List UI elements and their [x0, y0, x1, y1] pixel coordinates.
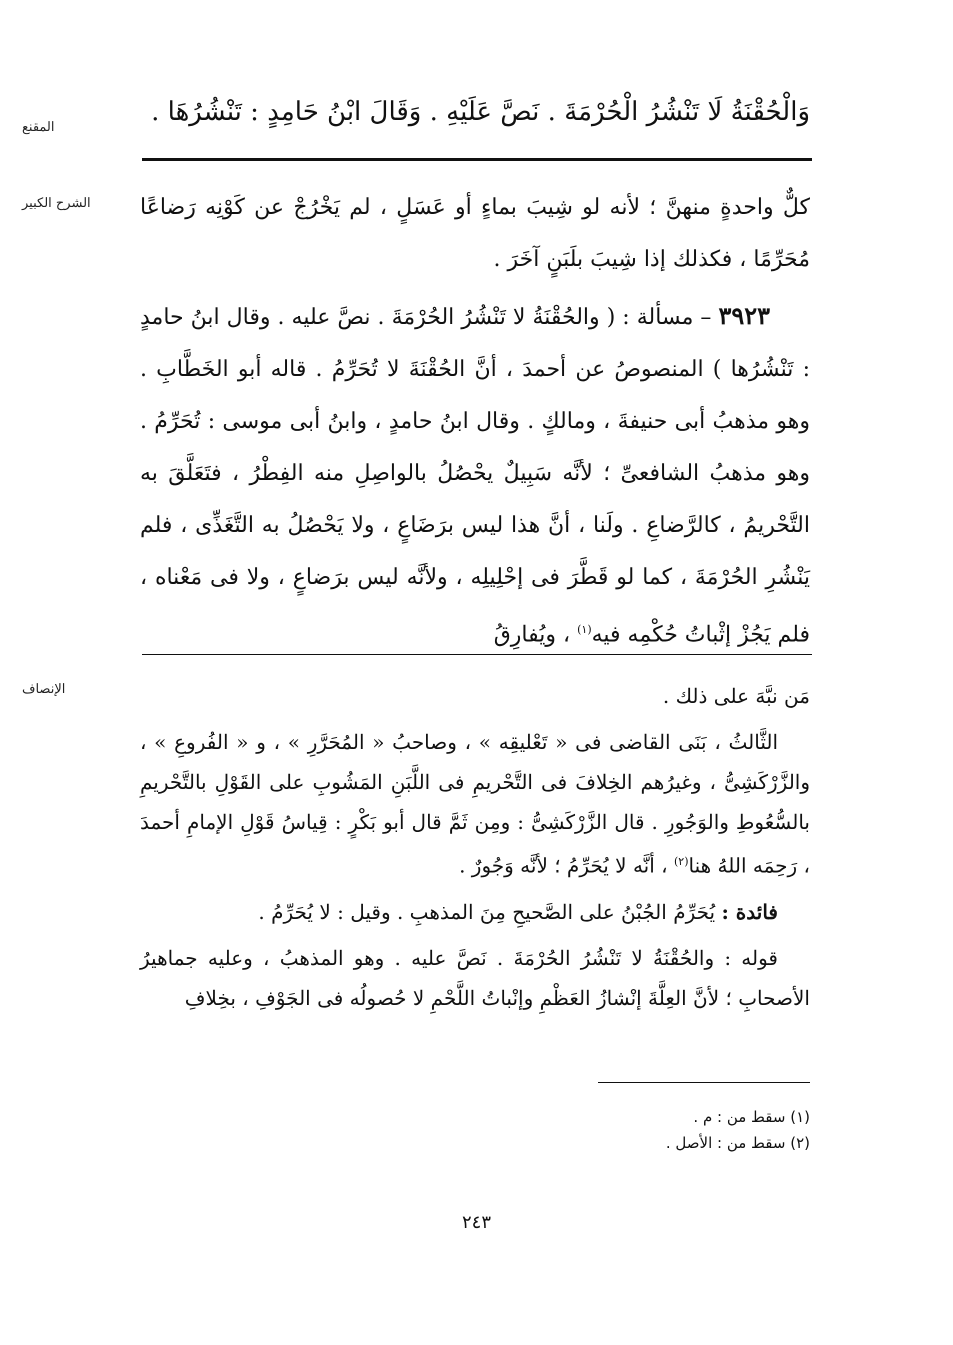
- footnote-2: (٢) سقط من : الأصل .: [665, 1134, 810, 1152]
- sharh-paragraph-1: كلٌّ واحدةٍ منهنَّ ؛ لأنه لو شِيبَ بماءٍ أو عَسَلٍ ، لم يَخْرُجْ عن كَوْنِه رَضاعًا مُحَرِّمًا ، فكذلك إذا شِيبَ بلَبَنٍ آخَرَ .: [140, 195, 810, 272]
- insaf-paragraph-4: قوله : والحُقْنَةُ لا تَنْشُرُ الحُرْمَةَ . نَصَّ عليه . وهو المذهبُ ، وعليه جماهيرُ الأصحابِ ؛ لأنَّ العِلَّةَ إنْشازُ العَظْمِ وإنْباتُ اللَّحْمِ لا حُصولُه فى الجَوْفِ ، بخِلافِ: [140, 945, 810, 1010]
- sharh-section: [140, 182, 810, 661]
- issue-number: ٣٩٢٣: [718, 301, 770, 330]
- insaf-paragraph-2: [140, 722, 810, 886]
- sidebar-label-insaf: الإنصاف: [22, 682, 66, 697]
- insaf-paragraph-2-text: الثَّالثُ ، بَنَى القاضى فى « تَعْليقِه » ، وصاحبُ « المُحَرَّرِ » ، و « الفُروعِ » ، والزَّرْكَشِىُّ ، وغيرُهم الخِلافَ فى التَّحْريمِ فى اللَّبَنِ المَشُوبِ على القَوْلِ بالتَّحْريمِ بالسُّعُوطِ والوَجُورِ . قال الزَّرْكَشِىُّ : ومِن ثَمَّ قال أبو بَكْرٍ : قِياسُ قَوْلِ الإمامِ أحمدَ ، رَحِمَه اللهُ هنا: [140, 730, 810, 878]
- faida-text: يُحَرِّمُ الجُبْنُ على الصَّحيحِ مِنَ المذهبِ . وقيل : لا يُحَرِّمُ .: [258, 899, 716, 924]
- footnote-marker-2: (٢): [673, 855, 689, 868]
- insaf-section: [140, 676, 810, 1024]
- muqni-text: وَالْحُقْنَةُ لَا تَنْشُرُ الْحُرْمَةَ . نَصَّ عَلَيْهِ . وَقَالَ ابْنُ حَامِدٍ : تَنْشُرُهَا .: [151, 97, 810, 127]
- sharh-paragraph-2-tail: ، ويُفارِقُ: [493, 622, 571, 648]
- footnote-marker-1: (١): [577, 623, 592, 636]
- sharh-paragraph-2: [140, 290, 810, 661]
- page-number: ٢٤٣: [461, 1212, 491, 1233]
- sidebar-label-muqni: المقنع: [22, 120, 55, 135]
- faida-label: فائدة :: [721, 899, 778, 924]
- sharh-paragraph-2-text: – مسألة : ( والحُقْنَةُ لا تَنْشُرُ الحُرْمَةَ . نصَّ عليه . وقال ابنُ حامدٍ : تَنْشُرُها ) المنصوصُ عن أحمدَ ، أنَّ الحُقْنَةَ لا تُحَرِّمُ . قاله أبو الخَطَّابِ . وهو مذهبُ أبى حنيفةَ ، ومالكٍ . وقال ابنُ حامدٍ ، وابنُ أبى موسى : تُحَرِّمُ . وهو مذهبُ الشافعىِّ ؛ لأنَّه سَبِيلٌ يحْصُلُ بالواصِلِ منه الفِطْرُ ، فتَعَلَّقَ به التَّحْريمُ ، كالرَّضاعِ . ولَنا ، أنَّ هذا ليس برَضَاعٍ ، ولا يَحْصُلُ به التَّغَذِّى ، فلم يَنْشُرِ الحُرْمَةَ ، كما لو قَطَّرَ فى إحْلِيلِه ، ولأنَّه ليس برَضاعٍ ، ولا فى مَعْناه ، فلم يَجُزْ إثْباتُ حُكْمِه فيه: [140, 305, 810, 648]
- footnote-1: (١) سقط من : م .: [693, 1108, 810, 1126]
- footnote-divider: [598, 1082, 810, 1083]
- insaf-paragraph-1: مَن نبَّهَ على ذلك .: [662, 684, 810, 708]
- insaf-paragraph-2-tail: ، أنَّه لا يُحَرِّمُ ؛ لأنَّه وَجُورٌ .: [459, 853, 668, 878]
- sidebar-label-sharh: الشرح الكبير: [22, 196, 91, 211]
- footnotes: [500, 1104, 810, 1156]
- insaf-faida: [140, 892, 810, 932]
- muqni-divider: [142, 158, 812, 161]
- sharh-divider: [142, 654, 812, 655]
